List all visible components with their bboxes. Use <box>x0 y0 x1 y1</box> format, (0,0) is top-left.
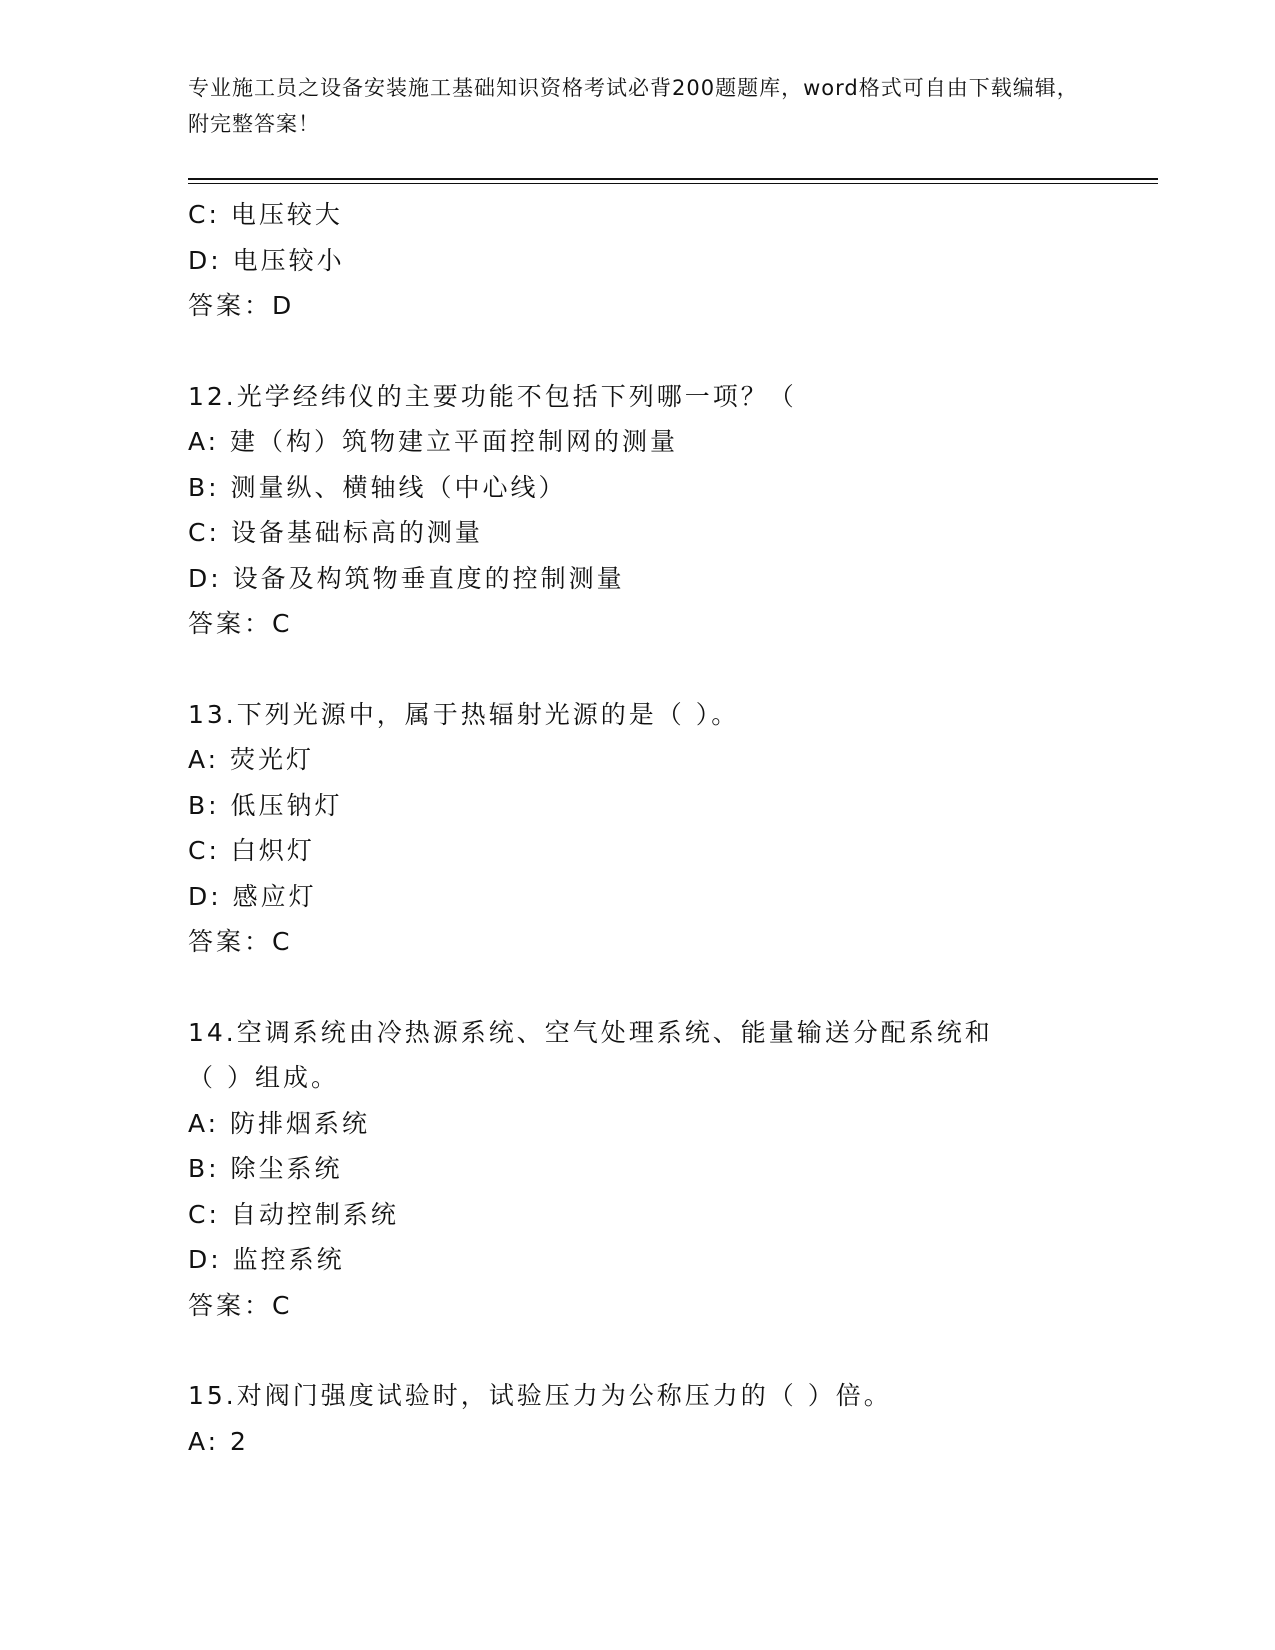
answer-line: 答案：C <box>188 609 293 638</box>
option-a: A: 防排烟系统 <box>188 1108 371 1138</box>
answer-line: 答案：C <box>188 1290 293 1320</box>
option-d: D: 电压较小 <box>188 245 345 275</box>
question-text: 14.空调系统由冷热源系统、空气处理系统、能量输送分配系统和（ ）组成。 <box>188 1017 993 1092</box>
question-text: 12.光学经纬仪的主要功能不包括下列哪一项？（ <box>188 381 797 411</box>
option-d: D: 监控系统 <box>188 1245 345 1274</box>
document-header <box>188 70 1088 142</box>
option-c: C: 自动控制系统 <box>188 1199 399 1229</box>
header-divider-thin <box>188 183 1158 184</box>
option-a: A: 荧光灯 <box>188 745 315 774</box>
option-d: D: 感应灯 <box>188 881 317 911</box>
question-block-12 <box>188 374 1148 647</box>
answer-line: 答案：D <box>188 291 295 320</box>
option-b: B: 低压钠灯 <box>188 790 343 820</box>
option-d: D: 设备及构筑物垂直度的控制测量 <box>188 563 625 593</box>
question-block-13 <box>188 692 1148 965</box>
option-c: C: 白炽灯 <box>188 836 315 865</box>
question-block-15 <box>188 1373 1148 1464</box>
question-block-11-continued <box>188 192 1148 329</box>
option-a: A: 建（构）筑物建立平面控制网的测量 <box>188 427 679 456</box>
spacer <box>188 647 1148 692</box>
option-b: B: 测量纵、横轴线（中心线） <box>188 472 567 502</box>
document-body <box>188 192 1148 1464</box>
spacer <box>188 329 1148 374</box>
spacer <box>188 965 1148 1010</box>
option-c: C: 设备基础标高的测量 <box>188 518 483 547</box>
question-text: 13.下列光源中，属于热辐射光源的是（ ）。 <box>188 699 740 729</box>
spacer <box>188 1328 1148 1373</box>
option-b: B: 除尘系统 <box>188 1154 343 1183</box>
header-title: 专业施工员之设备安装施工基础知识资格考试必背200题题库，word格式可自由下载编辑，附完整答案！ <box>188 76 1079 136</box>
header-divider-thick <box>188 178 1158 180</box>
option-c: C: 电压较大 <box>188 200 343 229</box>
question-text: 15.对阀门强度试验时，试验压力为公称压力的（ ）倍。 <box>188 1381 892 1410</box>
answer-line: 答案：C <box>188 927 293 956</box>
question-block-14 <box>188 1010 1148 1329</box>
option-a: A: 2 <box>188 1426 249 1456</box>
